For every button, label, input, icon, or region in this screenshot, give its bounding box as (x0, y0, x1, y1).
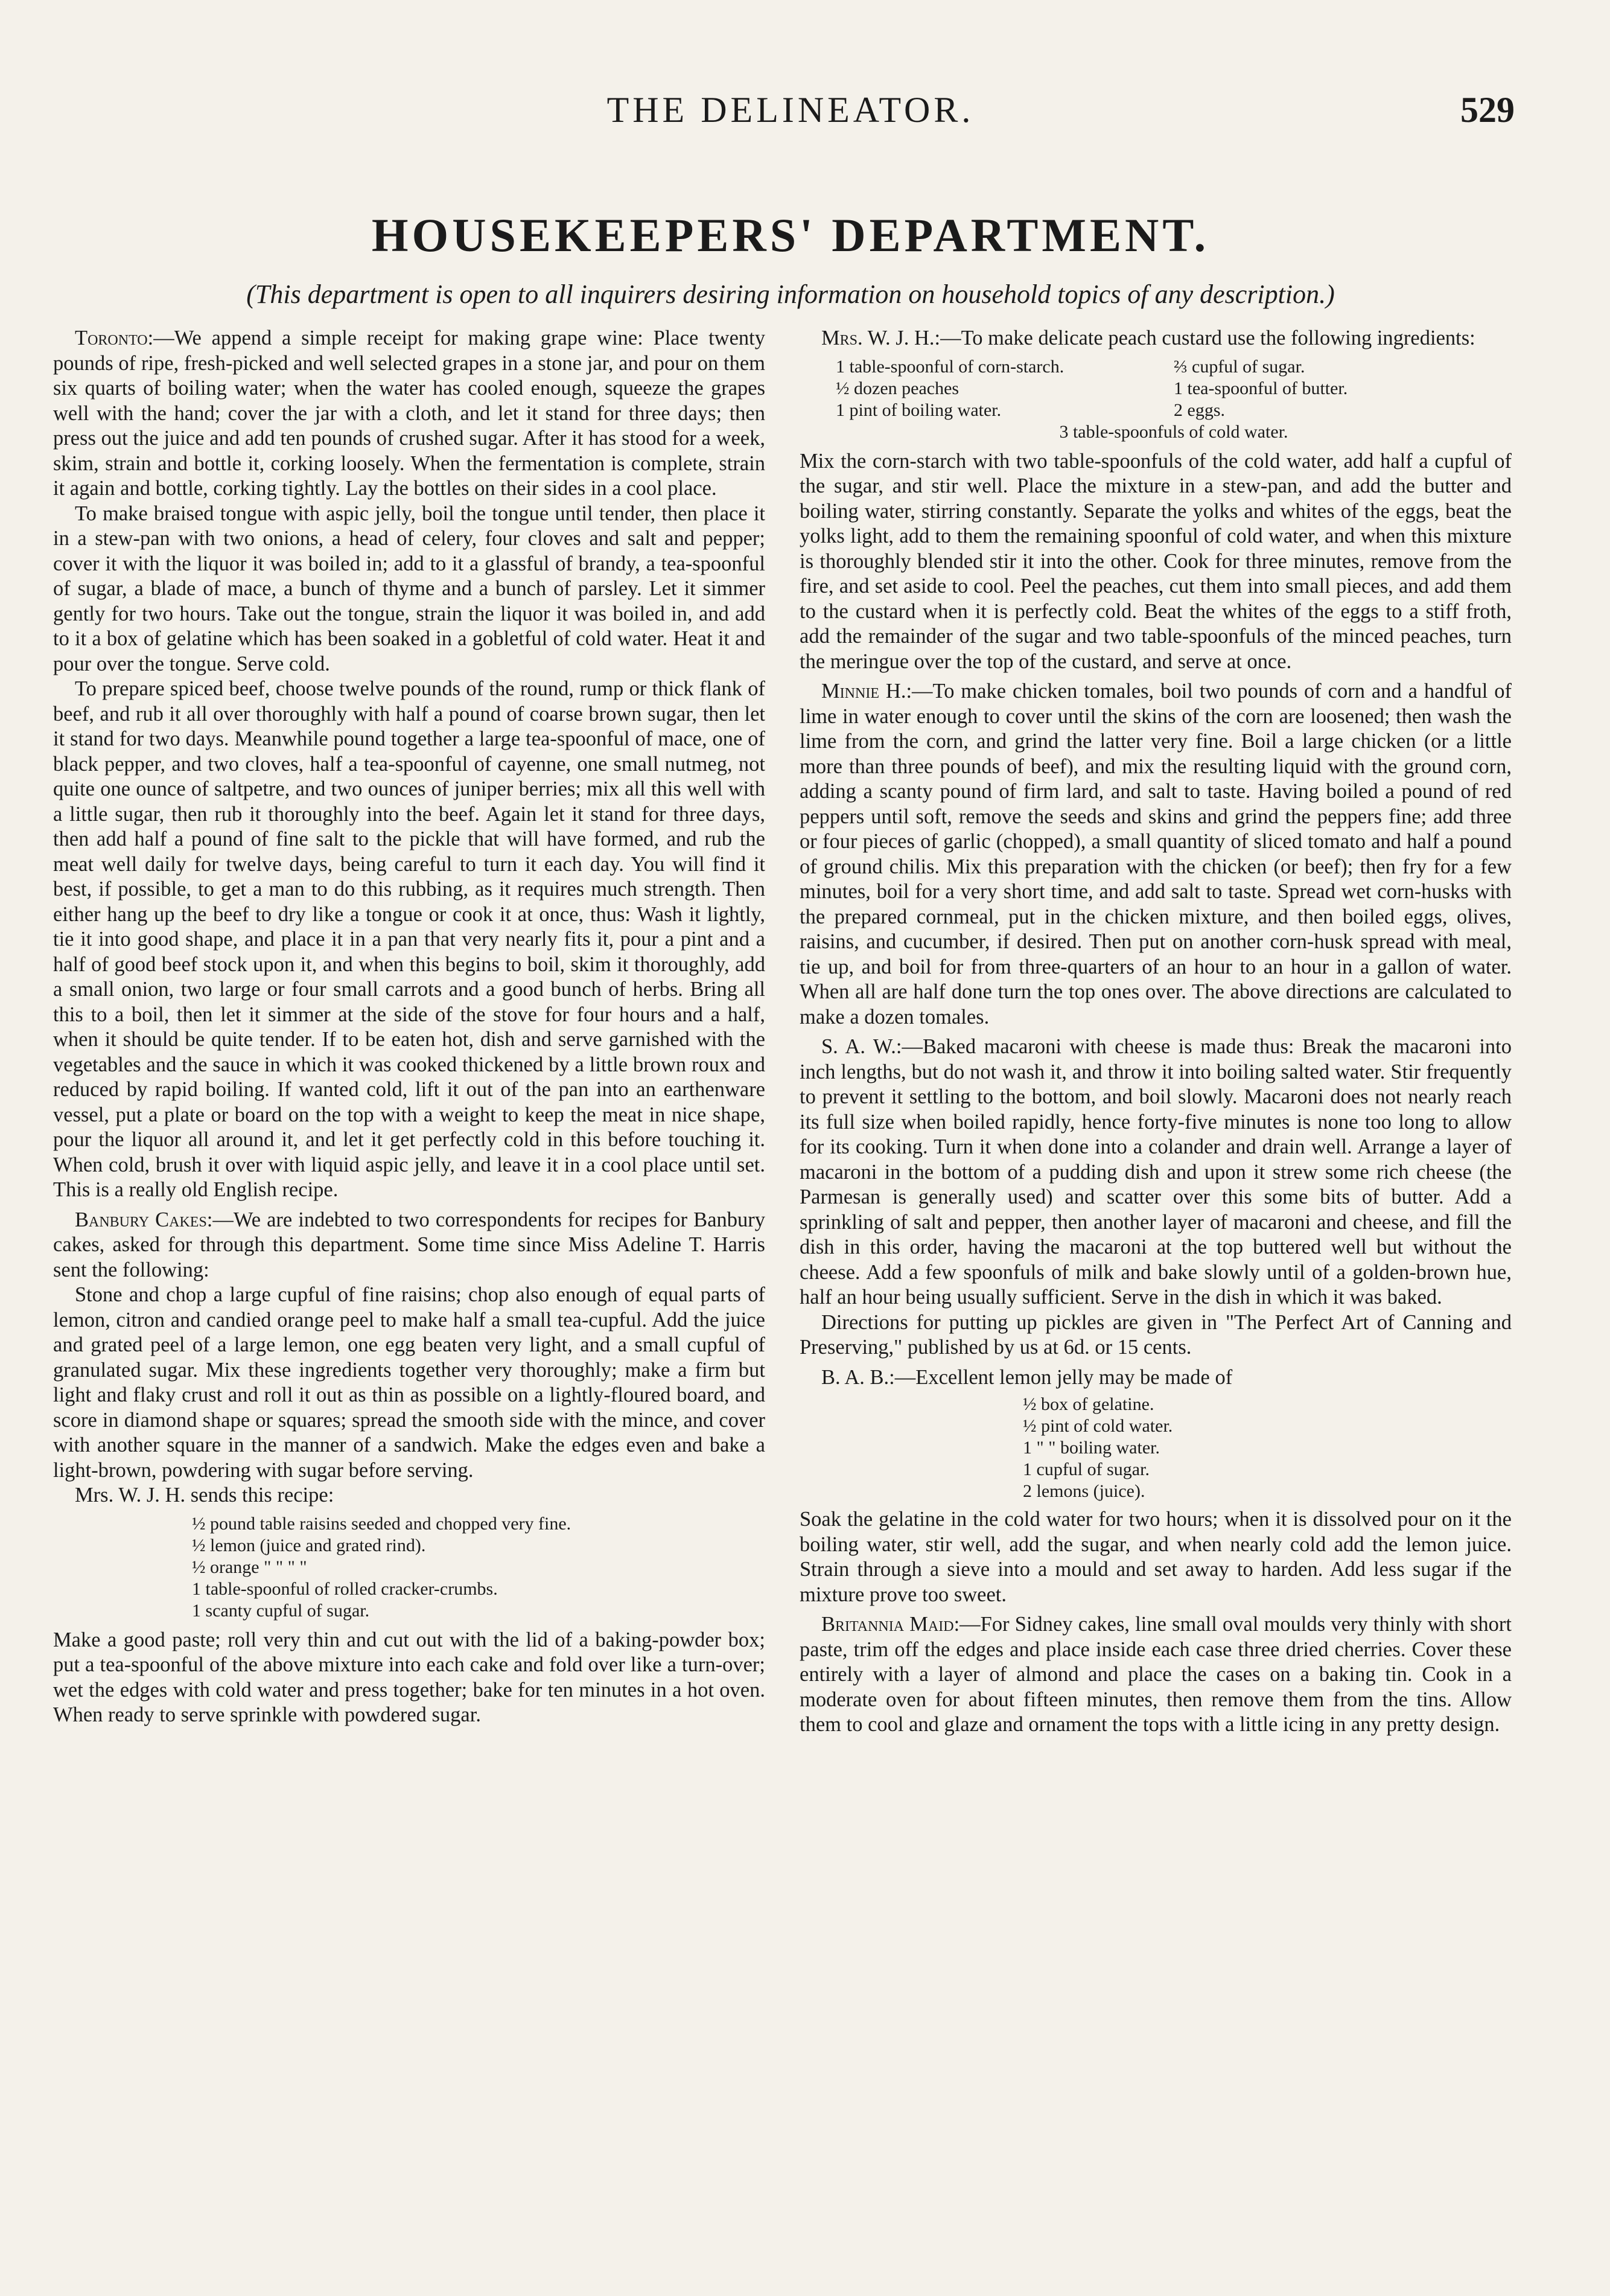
correspondent-minnie: Minnie H.: (821, 680, 912, 703)
spiced-beef-recipe: To prepare spiced beef, choose twelve pounds of the round, rump or thick flank of beef, and rub it all over thoroughly with half a pound of coarse brown sugar, then let it stand for two days. Meanwhile pound together a large tea-spoonful of mace, one of black pepper, and two cloves, half a tea-spoonful of cayenne, one small nutmeg, not quite one ounce of saltpetre, and two ounces of juniper berries; mix all this well with a little sugar, then rub it thoroughly into the beef. Again let it stand for three days, then add half a pound of fine salt to the pickle that will have formed, and rub the meat well daily for twelve days, being careful to turn it each day. You will find it best, if possible, to get a man to do this rubbing, as it requires much strength. Then either hang up the beef to dry like a tongue or cook it at once, thus: Wash it lightly, tie it into good shape, and place it in a pan that very nearly fits it, pour a pint and a half of good beef stock upon it, and when this begins to boil, skim it thoroughly, add a small onion, two large or four small carrots and a good bunch of herbs. Bring all this to a boil, then let it simmer at the side of the stove for four hours and a half, when it should be quite tender. If to be eaten hot, dish and serve garnished with the vegetables and the sauce in which it was cooked thickened by a little brown roux and reduced by rapid boiling. If wanted cold, lift it out of the pan into an earthenware vessel, put a plate or board on the top with a weight to keep the meat in nice shape, pour the liquor all around it, and let it get perfectly cold in this before touching it. When cold, brush it over with liquid aspic jelly, and leave it in a cool place until set. This is a really old English recipe. (53, 677, 765, 1201)
jelly-method: Soak the gelatine in the cold water for two hours; when it is dissolved pour on it the boiling water, stir well, add the sugar, and when nearly cold add the lemon juice. Strain through a sieve into a mould and set away to harden. Add less sugar if the mixture prove too sweet. (800, 1508, 1512, 1606)
ingredient-line: ½ lemon (juice and grated rind). (192, 1535, 426, 1555)
jelly-ingredients (1023, 1394, 1512, 1502)
correspondent-banbury: Banbury Cakes: (75, 1208, 213, 1231)
running-title: THE DELINEATOR. (606, 90, 975, 130)
ingredient-line: 3 table-spoonfuls of cold water. (1059, 421, 1288, 442)
correspondent-mrs-wjh: Mrs. W. J. H.: (821, 327, 941, 349)
page-number: 529 (1460, 90, 1515, 130)
page-header (66, 89, 1515, 138)
custard-ingredients (800, 356, 1512, 443)
correspondent-saw: S. A. W.: (821, 1035, 902, 1058)
banbury-recipe: Stone and chop a large cupful of fine raisins; chop also enough of equal parts of lemon, citron and candied orange peel to make half a small tea-cupful. Add the juice and grated peel of a large lemon, one egg beaten very light, and a small cupful of granulated sugar. Mix these ingredients together very thoroughly; make a firm but light and flaky crust and roll it out as thin as possible on a lightly-floured board, and score in diamond shape or squares; spread the smooth side with the mince, and cover with another square in the manner of a sandwich. Make the edges even and bake a light-brown, powdering with sugar before serving. (53, 1283, 765, 1482)
ingredient-line: 1 cupful of sugar. (1023, 1459, 1150, 1479)
ingredient-line: ½ box of gelatine. (1023, 1394, 1154, 1414)
correspondent-britannia: Britannia Maid: (821, 1613, 960, 1636)
ingredient-row: 1 pint of boiling water. 2 eggs. (836, 400, 1225, 420)
macaroni-answer: S. A. W.:—Baked macaroni with cheese is made thus: Break the macaroni into inch lengths, but do not wash it, and throw it into boiling salted water. Stir frequently to prevent it settling to the bottom, and boil slowly. Macaroni does not nearly reach its full size when boiled rapidly, hence forty-five minutes is none too long to allow for its cooking. Turn it when done into a colander and drain well. Arrange a layer of macaroni in the bottom of a pudding dish and upon it strew some rich cheese (the Parmesan is generally used) and scatter over this some bits of butter. Add a sprinkling of salt and pepper, then another layer of macaroni and cheese, and fill the dish in this order, having the macaroni at the top buttered well but without the cheese. Add a few spoonfuls of milk and bake slowly until of a golden-brown hue, half an hour being usually sufficient. Serve in the dish in which it was baked. (800, 1035, 1512, 1309)
banbury-answer: Banbury Cakes:—We are indebted to two correspondents for recipes for Banbury cakes, asked for through this department. Some time since Miss Adeline T. Harris sent the following: (53, 1208, 765, 1281)
ingredient-row: ½ dozen peaches 1 tea-spoonful of butter. (836, 378, 1348, 398)
ingredient-line: ½ pound table raisins seeded and chopped very fine. (192, 1513, 571, 1534)
ingredient-line: 1 " " boiling water. (1023, 1438, 1160, 1458)
ingredient-line: ½ orange " " " " (192, 1557, 307, 1577)
ingredient-row: 1 table-spoonful of corn-starch. ⅔ cupful of sugar. (836, 356, 1305, 377)
department-title: HOUSEKEEPERS' DEPARTMENT. (371, 209, 1210, 261)
banbury-ingredients (192, 1513, 765, 1622)
ingredient-line: 2 lemons (juice). (1023, 1481, 1145, 1501)
sidney-cakes-answer: Britannia Maid:—For Sidney cakes, line small oval moulds very thinly with short paste, trim off the edges and place inside each case three dried cherries. Cover these entirely with a layer of almond and place the cases on a baking tin. Cook in a moderate oven for about fifteen minutes, then remove them from the tins. Allow them to cool and glaze and ornament the tops with a little icing in any pretty design. (800, 1613, 1512, 1736)
correspondent-bab: B. A. B.: (821, 1365, 895, 1389)
banbury-method: Make a good paste; roll very thin and cut out with the lid of a baking-powder box; put a tea-spoonful of the above mixture into each cake and fold over like a turn-over; wet the edges with cold water and press together; bake for ten minutes in a hot oven. When ready to serve sprinkle with powdered sugar. (53, 1628, 765, 1726)
department-subtitle: (This department is open to all inquirers desiring information on household topics of any description.) (246, 279, 1335, 309)
left-column (53, 326, 765, 1728)
mrs-recipe-intro: Mrs. W. J. H. sends this recipe: (75, 1484, 334, 1507)
lemon-jelly-answer: B. A. B.:—Excellent lemon jelly may be made of (821, 1365, 1233, 1389)
ingredient-line: 1 scanty cupful of sugar. (192, 1600, 370, 1621)
right-column (800, 326, 1512, 1738)
pickles-note: Directions for putting up pickles are given in "The Perfect Art of Canning and Preserving," published by us at 6d. or 15 cents. (800, 1310, 1512, 1359)
custard-method: Mix the corn-starch with two table-spoonfuls of the cold water, add half a cupful of the sugar, and stir well. Place the mixture in a stew-pan, and add the butter and boiling water, stirring constantly. Separate the yolks and whites of the eggs, beat the yolks light, add to them the remaining spoonful of cold water, and when this mixture is thoroughly blended stir it into the other. Cook for three minutes, remove from the fire, and set aside to cool. Peel the peaches, cut them into small pieces, and add them to the custard when it is perfectly cold. Beat the whites of the eggs to a stiff froth, add the remainder of the sugar and two table-spoonfuls of the minced peaches, turn the meringue over the top of the custard, and serve at once. (800, 449, 1512, 673)
ingredient-line: ½ pint of cold water. (1023, 1416, 1173, 1436)
correspondent-toronto: Toronto: (75, 327, 154, 349)
toronto-answer: Toronto:—We append a simple receipt for making grape wine: Place twenty pounds of ripe, fresh-picked and well selected grapes in a stone jar, and pour on them six quarts of boiling water; when the water has cooled enough, squeeze the grapes well with the hand; cover the jar with a cloth, and let it stand for three days; then press out the juice and add ten pounds of crushed sugar. After it has stood for a week, skim, strain and bottle it, corking loosely. When the fermentation is complete, strain it again and bottle, corking tightly. Lay the bottles on their sides in a cool place. (53, 327, 765, 500)
peach-custard-answer: Mrs. W. J. H.:—To make delicate peach custard use the following ingredients: (821, 327, 1475, 349)
ingredient-line: 1 table-spoonful of rolled cracker-crumbs. (192, 1578, 498, 1599)
braised-tongue-recipe: To make braised tongue with aspic jelly, boil the tongue until tender, then place it in a stew-pan with two onions, a head of celery, four cloves and salt and pepper; cover it with the liquor it was boiled in; add to it a glassful of brandy, a tea-spoonful of sugar, a blade of mace, a bunch of thyme and a bunch of parsley. Let it simmer gently for two hours. Take out the tongue, strain the liquor it was boiled in, and add to it a box of gelatine which has been soaked in a gobletful of cold water. Heat it and pour over the tongue. Serve cold. (53, 502, 765, 675)
tomales-answer: Minnie H.:—To make chicken tomales, boil two pounds of corn and a handful of lime in water enough to cover until the skins of the corn are loosened; then wash the lime from the corn, and grind the latter very fine. Boil a large chicken (or a little more than three pounds of beef), and mix the resulting liquid with the ground corn, adding a scanty pound of firm lard, and salt to taste. Having boiled a pound of red peppers until soft, remove the seeds and skins and grind the peppers fine; add three or four pieces of garlic (chopped), a small quantity of sliced tomato and half a pound of ground chilis. Mix this preparation with the chicken (or beef); then fry for a few minutes, boil for a very short time, and add salt to taste. Spread wet corn-husks with the prepared cornmeal, put in the chicken mixture, and then boiled eggs, olives, raisins, and cucumber, if desired. Then put on another corn-husk spread with meal, tie up, and boil for from three-quarters of an hour to an hour in a gallon of water. When all are half done turn the top ones over. The above directions are calculated to make a dozen tomales. (800, 680, 1512, 1028)
